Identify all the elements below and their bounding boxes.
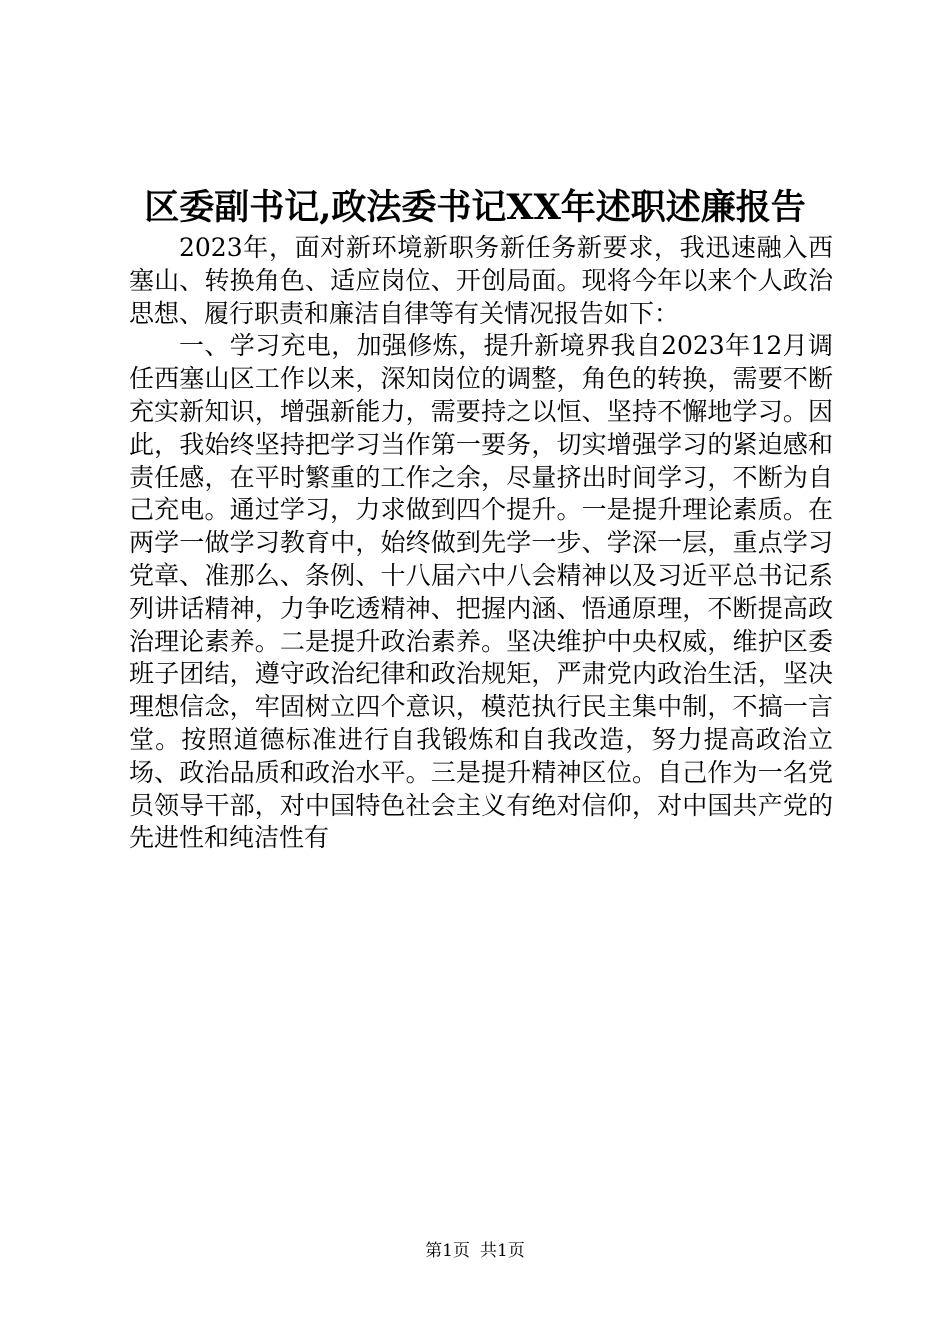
page-footer — [0, 1240, 950, 1262]
paragraph-intro: 2023年，面对新环境新职务新任务新要求，我迅速融入西塞山、转换角色、适应岗位、开创局面。现将今年以来个人政治思想、履行职责和廉洁自律等有关情况报告如下： — [129, 233, 833, 328]
page-number: 第1页 — [425, 1241, 470, 1261]
page-total: 共1页 — [480, 1241, 525, 1261]
paragraph-section-one: 一、学习充电，加强修炼，提升新境界我自2023年12月调任西塞山区工作以来，深知岗位的调整，角色的转换，需要不断充实新知识，增强新能力，需要持之以恒、坚持不懈地学习。因此，我始终坚持把学习当作第一要务，切实增强学习的紧迫感和责任感，在平时繁重的工作之余，尽量挤出时间学习，不断为自己充电。通过学习，力求做到四个提升。一是提升理论素质。在两学一做学习教育中，始终做到先学一步、学深一层，重点学习党章、准那么、条例、十八届六中八会精神以及习近平总书记系列讲话精神，力争吃透精神、把握内涵、悟通原理，不断提高政治理论素养。二是提升政治素养。坚决维护中央权威，维护区委班子团结，遵守政治纪律和政治规矩，严肃党内政治生活，坚决理想信念，牢固树立四个意识，模范执行民主集中制，不搞一言堂。按照道德标准进行自我锻炼和自我改造，努力提高政治立场、政治品质和政治水平。三是提升精神区位。自己作为一名党员领导干部，对中国特色社会主义有绝对信仰，对中国共产党的先进性和纯洁性有 — [129, 331, 833, 853]
document-body — [129, 232, 833, 855]
document-title: 区委副书记,政法委书记XX年述职述廉报告 — [144, 187, 806, 228]
